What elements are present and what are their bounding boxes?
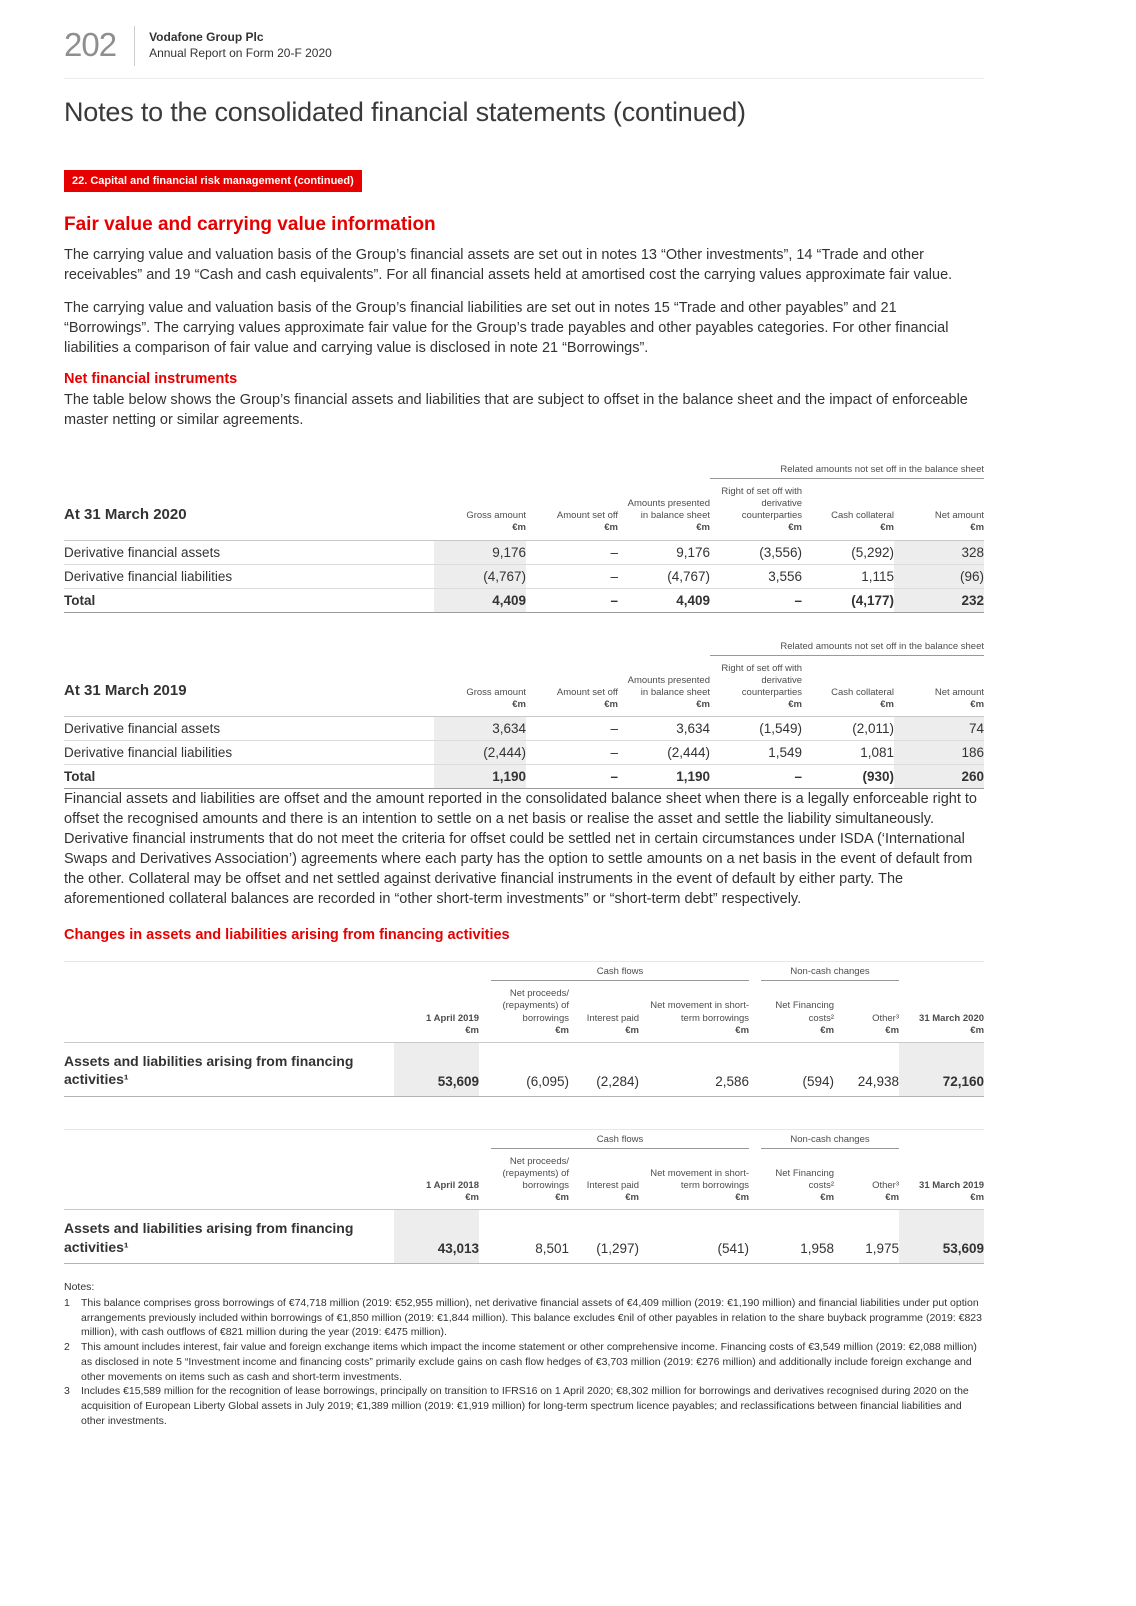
column-label: 31 March 2019 bbox=[919, 1180, 985, 1192]
note-text: Includes €15,589 million for the recognition of lease borrowings, principally on transition to IFRS16 on 1 April 2020; €8,302 million for borrowings and derivatives recognised during 2020 on the acquisition of European Liberty Global assets in July 2019; €1,389 million (2019: €1,919 million) for long-term spectrum licence payables; and reclassifications between financial liabilities and other investments. bbox=[81, 1385, 969, 1427]
column-header-right-of-set-off bbox=[710, 479, 802, 541]
non-cash-group-header: Non-cash changes bbox=[761, 1134, 899, 1149]
column-header-closing-balance bbox=[899, 1149, 984, 1210]
column-unit: €m bbox=[512, 522, 526, 534]
fair-value-heading: Fair value and carrying value information bbox=[64, 214, 436, 235]
spacer-cell bbox=[899, 962, 984, 982]
table-row-derivative-liabilities bbox=[64, 741, 984, 765]
column-unit: €m bbox=[555, 1024, 569, 1036]
column-header-amount-set-off bbox=[526, 479, 618, 541]
table-row-financing-activities bbox=[64, 1210, 984, 1264]
column-header-interest-paid bbox=[569, 981, 639, 1042]
changes-heading: Changes in assets and liabilities arising from financing activities bbox=[64, 927, 510, 944]
table-title: At 31 March 2019 bbox=[64, 655, 434, 717]
cell-value: (1,549) bbox=[710, 717, 802, 741]
column-label: Net Financing costs² bbox=[775, 1000, 835, 1024]
fair-value-paragraph-1: The carrying value and valuation basis of the Group’s financial assets are set out in notes 13 “Other investments”, 14 “Trade and other receivables” and 19 “Cash and cash equivalents”. For all financial assets held at amortised cost the carrying values approximate fair value. bbox=[64, 247, 953, 283]
column-unit: €m bbox=[465, 1192, 479, 1204]
column-header-right-of-set-off bbox=[710, 655, 802, 717]
row-label: Total bbox=[64, 765, 434, 789]
column-unit: €m bbox=[696, 699, 710, 711]
cell-value: – bbox=[526, 588, 618, 612]
financing-table-2020 bbox=[64, 961, 984, 1097]
row-label: Derivative financial liabilities bbox=[64, 564, 434, 588]
cell-value: (594) bbox=[749, 1042, 834, 1096]
table-row-derivative-assets bbox=[64, 540, 984, 564]
column-label: Gross amount bbox=[466, 686, 526, 698]
column-header-other bbox=[834, 981, 899, 1042]
column-header-opening-balance bbox=[394, 1149, 479, 1210]
page-content bbox=[64, 97, 984, 1428]
cell-value: – bbox=[710, 765, 802, 789]
offset-table-2019-wrap bbox=[64, 641, 984, 790]
cell-value: – bbox=[526, 741, 618, 765]
cell-value: 260 bbox=[894, 765, 984, 789]
financing-table-2020-wrap bbox=[64, 961, 984, 1097]
fair-value-paragraph-2: The carrying value and valuation basis of the Group’s financial liabilities are set out in notes 15 “Trade and other payables” and 21 “Borrowings”. The carrying values approximate fair value for the Group’s trade payables and other payables categories. For other financial liabilities a comparison of fair value and carrying value is disclosed in note 21 “Borrowings”. bbox=[64, 300, 949, 356]
column-label: Amounts presented in balance sheet bbox=[627, 498, 710, 522]
column-label: Other³ bbox=[872, 1012, 900, 1024]
column-header-gross-amount bbox=[434, 655, 526, 717]
page-number: 202 bbox=[64, 26, 117, 63]
related-amounts-row bbox=[64, 464, 984, 479]
notes-label: Notes: bbox=[64, 1281, 95, 1294]
net-financial-instruments-heading: Net financial instruments bbox=[64, 371, 238, 387]
cell-value: (5,292) bbox=[802, 540, 894, 564]
spacer-cell bbox=[64, 1149, 394, 1210]
table-row-derivative-liabilities bbox=[64, 564, 984, 588]
offset-explanation-paragraph: Financial assets and liabilities are offset and the amount reported in the consolidated balance sheet when there is a legally enforceable right to offset the recognised amounts and there is an intention to settle on a net basis or realise the asset and settle the liability simultaneously. Derivative financial instruments that do not meet the criteria for offset could be settled net in certain circumstances under ISDA (‘International Swaps and Derivatives Association’) agreements where each party has the option to settle amounts on a net basis in the event of default from the other. Collateral may be offset and net settled against derivative financial instruments in the event of default by either party. The aforementioned collateral balances are recorded in “other short-term investments” or “short-term debt” respectively. bbox=[64, 791, 977, 908]
row-label: Derivative financial assets bbox=[64, 540, 434, 564]
page-header bbox=[64, 26, 984, 79]
column-header-net-movement bbox=[639, 981, 749, 1042]
spacer-cell bbox=[64, 1129, 394, 1149]
spacer-cell bbox=[64, 962, 394, 982]
related-amounts-header: Related amounts not set off in the balance sheet bbox=[710, 464, 984, 479]
offset-table-2020-wrap bbox=[64, 464, 984, 613]
cell-value: (2,011) bbox=[802, 717, 894, 741]
cell-value: 3,634 bbox=[618, 717, 710, 741]
column-label: Right of set off with derivative counterparties bbox=[721, 486, 802, 522]
related-amounts-row bbox=[64, 641, 984, 656]
cell-value: (6,095) bbox=[479, 1042, 569, 1096]
cell-value: 9,176 bbox=[434, 540, 526, 564]
column-header-row bbox=[64, 1149, 984, 1210]
row-label: Derivative financial liabilities bbox=[64, 741, 434, 765]
column-header-net-movement bbox=[639, 1149, 749, 1210]
column-unit: €m bbox=[625, 1024, 639, 1036]
cell-value: (96) bbox=[894, 564, 984, 588]
cell-value: – bbox=[526, 564, 618, 588]
related-amounts-header: Related amounts not set off in the balance sheet bbox=[710, 641, 984, 656]
cell-value: 3,634 bbox=[434, 717, 526, 741]
table-row-financing-activities bbox=[64, 1042, 984, 1096]
column-label: Gross amount bbox=[466, 510, 526, 522]
column-header-gross-amount bbox=[434, 479, 526, 541]
column-unit: €m bbox=[970, 522, 985, 534]
spacer-cell bbox=[64, 464, 710, 479]
column-label: Net amount bbox=[934, 510, 985, 522]
cell-value: 1,549 bbox=[710, 741, 802, 765]
spacer-cell bbox=[64, 641, 710, 656]
cell-value: 4,409 bbox=[434, 588, 526, 612]
cell-value: 1,958 bbox=[749, 1210, 834, 1264]
column-label: Other³ bbox=[872, 1180, 900, 1192]
cell-value: 72,160 bbox=[899, 1042, 984, 1096]
column-label: Interest paid bbox=[586, 1180, 639, 1192]
column-header-net-amount bbox=[894, 479, 984, 541]
cell-value: (541) bbox=[639, 1210, 749, 1264]
net-financial-instruments-paragraph: The table below shows the Group’s financial assets and liabilities that are subject to offset in the balance sheet and the impact of enforceable master netting or similar agreements. bbox=[64, 392, 968, 428]
cash-flows-group-cell bbox=[479, 1129, 749, 1149]
row-label: Assets and liabilities arising from financing activities¹ bbox=[64, 1210, 394, 1264]
note-text: This amount includes interest, fair value and foreign exchange items which impact the income statement or other comprehensive income. Financing costs of €3,549 million (2019: €2,088 million) as disclosed in note 5 “Investment income and financing costs” primarily exclude gains on cash flow hedges of €3,703 million (2019: €276 million) and additionally include foreign exchange and other movements on items such as cash and short-term investments. bbox=[81, 1341, 977, 1383]
column-label: Right of set off with derivative counterparties bbox=[721, 662, 802, 698]
cell-value: 74 bbox=[894, 717, 984, 741]
column-unit: €m bbox=[820, 1024, 835, 1036]
cell-value: 2,586 bbox=[639, 1042, 749, 1096]
column-label: Cash collateral bbox=[831, 686, 894, 698]
cell-value: 1,115 bbox=[802, 564, 894, 588]
column-header-other bbox=[834, 1149, 899, 1210]
column-unit: €m bbox=[885, 1192, 900, 1204]
cash-flows-group-header: Cash flows bbox=[491, 1134, 749, 1149]
non-cash-group-cell bbox=[749, 1129, 899, 1149]
column-label: Cash collateral bbox=[831, 510, 894, 522]
cell-value: – bbox=[526, 765, 618, 789]
cash-flows-group-header: Cash flows bbox=[491, 966, 749, 981]
column-header-interest-paid bbox=[569, 1149, 639, 1210]
column-unit: €m bbox=[465, 1024, 479, 1036]
column-label: 1 April 2019 bbox=[426, 1012, 479, 1024]
spacer-cell bbox=[899, 1129, 984, 1149]
page-title: Notes to the consolidated financial statements (continued) bbox=[64, 97, 746, 127]
cell-value: 53,609 bbox=[899, 1210, 984, 1264]
group-header-row bbox=[64, 1129, 984, 1149]
cell-value: – bbox=[526, 540, 618, 564]
cell-value: (4,177) bbox=[802, 588, 894, 612]
column-unit: €m bbox=[696, 522, 710, 534]
column-unit: €m bbox=[735, 1192, 750, 1204]
cell-value: 1,975 bbox=[834, 1210, 899, 1264]
column-unit: €m bbox=[970, 699, 985, 711]
column-header-row bbox=[64, 479, 984, 541]
section-badge: 22. Capital and financial risk management (continued) bbox=[64, 170, 362, 192]
column-unit: €m bbox=[625, 1192, 639, 1204]
financing-table-2019 bbox=[64, 1129, 984, 1265]
cell-value: 232 bbox=[894, 588, 984, 612]
column-unit: €m bbox=[970, 1192, 985, 1204]
column-unit: €m bbox=[820, 1192, 835, 1204]
note-item-1 bbox=[64, 1296, 984, 1340]
brand-name: Vodafone Group Plc bbox=[149, 30, 264, 44]
column-unit: €m bbox=[512, 699, 526, 711]
column-label: Amount set off bbox=[556, 510, 618, 522]
cell-value: 53,609 bbox=[394, 1042, 479, 1096]
column-header-row bbox=[64, 981, 984, 1042]
column-header-net-financing-costs bbox=[749, 1149, 834, 1210]
header-divider bbox=[134, 26, 135, 66]
note-number: 3 bbox=[64, 1385, 70, 1398]
cell-value: (3,556) bbox=[710, 540, 802, 564]
row-label: Derivative financial assets bbox=[64, 717, 434, 741]
column-unit: €m bbox=[555, 1192, 569, 1204]
cell-value: 186 bbox=[894, 741, 984, 765]
cell-value: (930) bbox=[802, 765, 894, 789]
cell-value: 1,190 bbox=[434, 765, 526, 789]
cell-value: (4,767) bbox=[434, 564, 526, 588]
cell-value: 328 bbox=[894, 540, 984, 564]
cell-value: 1,190 bbox=[618, 765, 710, 789]
column-header-opening-balance bbox=[394, 981, 479, 1042]
column-unit: €m bbox=[604, 522, 618, 534]
table-title: At 31 March 2020 bbox=[64, 479, 434, 541]
column-header-cash-collateral bbox=[802, 479, 894, 541]
table-row-derivative-assets bbox=[64, 717, 984, 741]
column-header-net-proceeds bbox=[479, 1149, 569, 1210]
column-header-net-amount bbox=[894, 655, 984, 717]
table-row-total bbox=[64, 588, 984, 612]
column-label: Interest paid bbox=[586, 1012, 639, 1024]
column-label: 1 April 2018 bbox=[426, 1180, 479, 1192]
column-label: Net Financing costs² bbox=[775, 1167, 835, 1192]
column-header-amount-set-off bbox=[526, 655, 618, 717]
group-header-row bbox=[64, 962, 984, 982]
column-header-cash-collateral bbox=[802, 655, 894, 717]
cell-value: (2,444) bbox=[434, 741, 526, 765]
report-title: Annual Report on Form 20-F 2020 bbox=[149, 46, 332, 60]
cell-value: (4,767) bbox=[618, 564, 710, 588]
column-unit: €m bbox=[880, 699, 894, 711]
non-cash-group-cell bbox=[749, 962, 899, 982]
cell-value: (2,284) bbox=[569, 1042, 639, 1096]
cell-value: 4,409 bbox=[618, 588, 710, 612]
column-label: Net movement in short-term borrowings bbox=[650, 1000, 750, 1024]
spacer-cell bbox=[64, 981, 394, 1042]
note-number: 2 bbox=[64, 1341, 70, 1354]
column-header-net-proceeds bbox=[479, 981, 569, 1042]
column-header-closing-balance bbox=[899, 981, 984, 1042]
note-number: 1 bbox=[64, 1297, 70, 1310]
note-item-2 bbox=[64, 1340, 984, 1384]
row-label: Assets and liabilities arising from financing activities¹ bbox=[64, 1042, 394, 1096]
column-header-net-financing-costs bbox=[749, 981, 834, 1042]
cell-value: – bbox=[710, 588, 802, 612]
column-label: Net amount bbox=[934, 686, 985, 698]
notes-section bbox=[64, 1280, 984, 1428]
column-unit: €m bbox=[735, 1024, 750, 1036]
column-unit: €m bbox=[788, 522, 802, 534]
header-brand bbox=[149, 26, 332, 60]
cell-value: 43,013 bbox=[394, 1210, 479, 1264]
cell-value: 24,938 bbox=[834, 1042, 899, 1096]
cell-value: 3,556 bbox=[710, 564, 802, 588]
column-label: Amount set off bbox=[556, 686, 618, 698]
non-cash-group-header: Non-cash changes bbox=[761, 966, 899, 981]
row-label: Total bbox=[64, 588, 434, 612]
cell-value: (2,444) bbox=[618, 741, 710, 765]
column-label: Net movement in short-term borrowings bbox=[650, 1167, 750, 1192]
financing-table-2019-wrap bbox=[64, 1129, 984, 1265]
cell-value: 1,081 bbox=[802, 741, 894, 765]
spacer-cell bbox=[394, 962, 479, 982]
column-unit: €m bbox=[880, 522, 894, 534]
column-header-row bbox=[64, 655, 984, 717]
column-unit: €m bbox=[788, 699, 802, 711]
column-label: Amounts presented in balance sheet bbox=[627, 674, 710, 698]
offset-table-2019 bbox=[64, 641, 984, 790]
spacer-cell bbox=[394, 1129, 479, 1149]
column-label: Net proceeds/ (repayments) of borrowings bbox=[502, 988, 569, 1024]
column-header-amounts-presented bbox=[618, 655, 710, 717]
cash-flows-group-cell bbox=[479, 962, 749, 982]
column-unit: €m bbox=[970, 1024, 985, 1036]
offset-table-2020 bbox=[64, 464, 984, 613]
column-unit: €m bbox=[885, 1024, 900, 1036]
note-item-3 bbox=[64, 1384, 984, 1428]
cell-value: 9,176 bbox=[618, 540, 710, 564]
table-row-total bbox=[64, 765, 984, 789]
cell-value: – bbox=[526, 717, 618, 741]
cell-value: (1,297) bbox=[569, 1210, 639, 1264]
column-unit: €m bbox=[604, 699, 618, 711]
cell-value: 8,501 bbox=[479, 1210, 569, 1264]
note-text: This balance comprises gross borrowings of €74,718 million (2019: €52,955 million), net derivative financial assets of €4,409 million (2019: €1,190 million) and financial liabilities under put option arrangements previously included within borrowings of €1,850 million (2019: €1,844 million). This balance excludes €nil of other payables in relation to the share buyback programme (2019: €823 million), with cash outflows of €821 million during the year (2019: €475 million). bbox=[81, 1297, 982, 1339]
column-label: Net proceeds/ (repayments) of borrowings bbox=[502, 1155, 569, 1192]
column-header-amounts-presented bbox=[618, 479, 710, 541]
column-label: 31 March 2020 bbox=[919, 1012, 985, 1024]
